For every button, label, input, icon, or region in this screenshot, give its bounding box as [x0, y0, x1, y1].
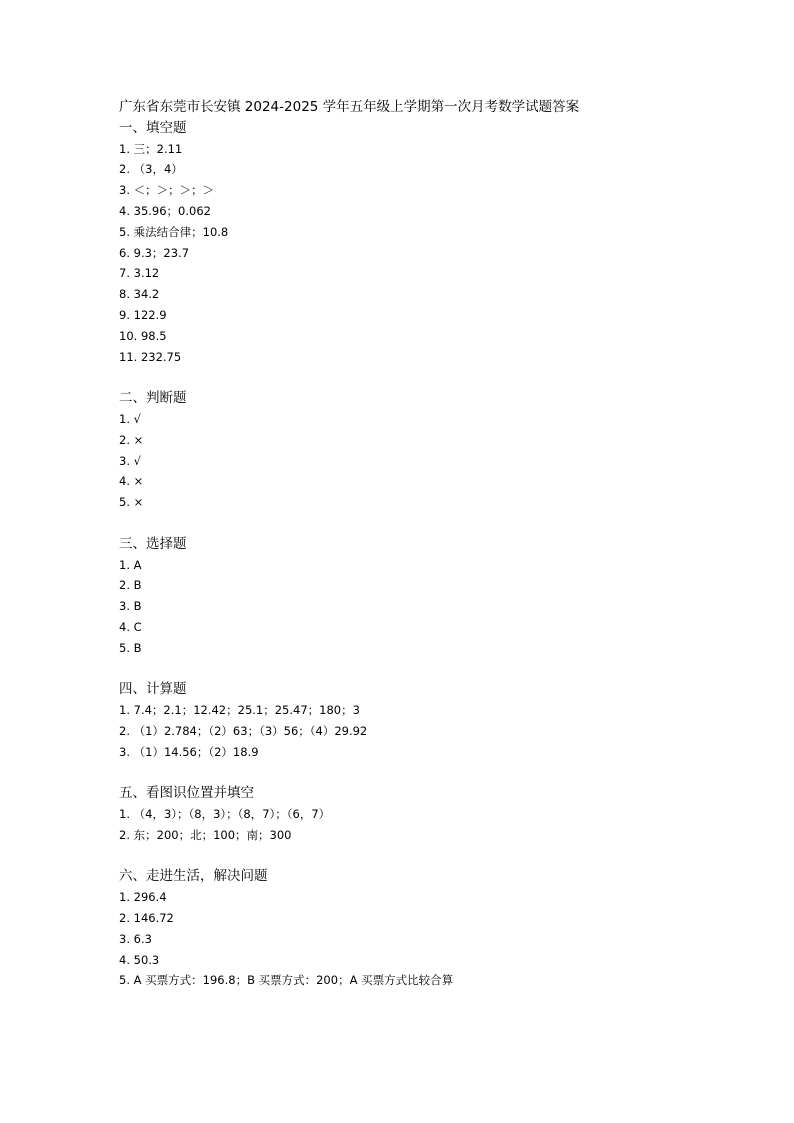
answer-item: 5. A 买票方式：196.8；B 买票方式：200；A 买票方式比较合算	[119, 973, 454, 988]
section-calculation	[119, 679, 719, 762]
answer-item: 3. ＜；＞；＞；＞	[119, 183, 215, 198]
answer-item: 6. 9.3；23.7	[119, 245, 190, 260]
answer-item: 1. A	[119, 557, 142, 572]
section-heading: 四、计算题	[119, 681, 187, 698]
answer-item: 9. 122.9	[119, 307, 167, 322]
section-spacer	[119, 659, 719, 680]
answer-item: 7. 3.12	[119, 266, 160, 281]
section-spacer	[119, 763, 719, 784]
answer-item: 1. 296.4	[119, 890, 167, 905]
answer-list	[119, 409, 719, 513]
answer-item: 8. 34.2	[119, 287, 160, 302]
answer-list	[119, 887, 719, 991]
answer-item: 5. B	[119, 640, 142, 655]
answer-item: 4. 50.3	[119, 952, 160, 967]
answer-item: 3. B	[119, 599, 142, 614]
document-title: 广东省东莞市长安镇 2024-2025 学年五年级上学期第一次月考数学试题答案	[119, 99, 580, 115]
section-fill-in-blank	[119, 118, 719, 368]
answer-item: 4. 35.96；0.062	[119, 203, 211, 218]
answer-item: 1. 7.4；2.1；12.42；25.1；25.47；180；3	[119, 703, 360, 718]
answer-item: 3. （1）14.56；（2）18.9	[119, 744, 259, 759]
answer-list	[119, 139, 719, 368]
answer-list	[119, 804, 719, 846]
answer-item: 1. （4，3）；（8，3）；（8，7）；（6，7）	[119, 807, 331, 822]
section-heading: 一、填空题	[119, 119, 187, 136]
answer-item: 2. （1）2.784；（2）63；（3）56；（4）29.92	[119, 723, 368, 738]
answer-item: 10. 98.5	[119, 328, 167, 343]
answer-item: 2. B	[119, 578, 142, 593]
section-heading: 六、走进生活，解决问题	[119, 868, 268, 885]
answer-list	[119, 555, 719, 659]
section-spacer	[119, 513, 719, 534]
section-position	[119, 783, 719, 845]
answer-list	[119, 700, 719, 762]
section-multiple-choice	[119, 534, 719, 659]
answer-item: 5. ×	[119, 495, 144, 510]
answer-item: 3. √	[119, 453, 141, 468]
answer-item: 2. 146.72	[119, 911, 174, 926]
answer-item: 5. 乘法结合律；10.8	[119, 224, 229, 239]
answer-item: 4. C	[119, 619, 142, 634]
answer-item: 1. 三；2.11	[119, 141, 183, 156]
section-heading: 三、选择题	[119, 535, 187, 552]
answer-item: 2. 东；200；北；100；南；300	[119, 827, 292, 842]
answer-item: 1. √	[119, 411, 141, 426]
section-heading: 二、判断题	[119, 390, 187, 407]
section-word-problems	[119, 866, 719, 991]
answer-item: 3. 6.3	[119, 931, 152, 946]
section-true-false	[119, 388, 719, 513]
answer-item: 11. 232.75	[119, 349, 182, 364]
answer-item: 2. （3，4）	[119, 162, 183, 177]
section-spacer	[119, 846, 719, 867]
answer-item: 2. ×	[119, 432, 144, 447]
answer-document	[119, 97, 719, 991]
answer-item: 4. ×	[119, 474, 144, 489]
section-spacer	[119, 367, 719, 388]
section-heading: 五、看图识位置并填空	[119, 785, 254, 802]
